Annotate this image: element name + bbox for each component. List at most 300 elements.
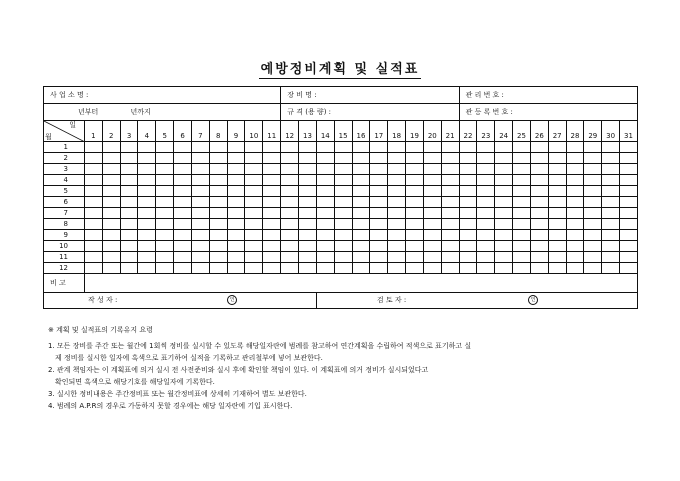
schedule-cell[interactable]: [281, 175, 299, 186]
schedule-cell[interactable]: [548, 197, 566, 208]
schedule-cell[interactable]: [406, 164, 424, 175]
schedule-cell[interactable]: [530, 241, 548, 252]
schedule-cell[interactable]: [263, 230, 281, 241]
schedule-cell[interactable]: [334, 175, 352, 186]
schedule-cell[interactable]: [548, 142, 566, 153]
schedule-cell[interactable]: [388, 164, 406, 175]
schedule-cell[interactable]: [441, 142, 459, 153]
schedule-cell[interactable]: [459, 197, 477, 208]
schedule-cell[interactable]: [156, 208, 174, 219]
schedule-cell[interactable]: [370, 230, 388, 241]
schedule-cell[interactable]: [620, 263, 638, 274]
schedule-cell[interactable]: [459, 241, 477, 252]
schedule-cell[interactable]: [227, 230, 245, 241]
schedule-cell[interactable]: [566, 197, 584, 208]
schedule-cell[interactable]: [602, 153, 620, 164]
schedule-cell[interactable]: [352, 142, 370, 153]
author-field[interactable]: [44, 293, 317, 309]
schedule-cell[interactable]: [316, 153, 334, 164]
schedule-cell[interactable]: [263, 175, 281, 186]
schedule-cell[interactable]: [174, 252, 192, 263]
schedule-cell[interactable]: [174, 153, 192, 164]
schedule-cell[interactable]: [495, 219, 513, 230]
schedule-cell[interactable]: [281, 164, 299, 175]
schedule-cell[interactable]: [191, 252, 209, 263]
schedule-cell[interactable]: [102, 241, 120, 252]
schedule-cell[interactable]: [102, 186, 120, 197]
schedule-cell[interactable]: [299, 142, 317, 153]
schedule-cell[interactable]: [263, 197, 281, 208]
schedule-cell[interactable]: [388, 197, 406, 208]
schedule-cell[interactable]: [548, 186, 566, 197]
schedule-cell[interactable]: [156, 252, 174, 263]
schedule-cell[interactable]: [334, 219, 352, 230]
schedule-cell[interactable]: [263, 219, 281, 230]
schedule-cell[interactable]: [299, 208, 317, 219]
schedule-cell[interactable]: [174, 263, 192, 274]
schedule-cell[interactable]: [423, 142, 441, 153]
schedule-cell[interactable]: [156, 219, 174, 230]
schedule-cell[interactable]: [495, 153, 513, 164]
schedule-cell[interactable]: [102, 252, 120, 263]
schedule-cell[interactable]: [102, 164, 120, 175]
schedule-cell[interactable]: [120, 197, 138, 208]
schedule-cell[interactable]: [513, 219, 531, 230]
schedule-cell[interactable]: [584, 164, 602, 175]
schedule-cell[interactable]: [584, 175, 602, 186]
schedule-cell[interactable]: [174, 208, 192, 219]
schedule-cell[interactable]: [281, 197, 299, 208]
schedule-cell[interactable]: [370, 241, 388, 252]
schedule-cell[interactable]: [370, 142, 388, 153]
schedule-cell[interactable]: [174, 197, 192, 208]
schedule-cell[interactable]: [263, 164, 281, 175]
schedule-cell[interactable]: [602, 208, 620, 219]
schedule-cell[interactable]: [316, 241, 334, 252]
schedule-cell[interactable]: [602, 186, 620, 197]
schedule-cell[interactable]: [263, 142, 281, 153]
schedule-cell[interactable]: [352, 230, 370, 241]
schedule-cell[interactable]: [530, 208, 548, 219]
schedule-cell[interactable]: [477, 241, 495, 252]
schedule-cell[interactable]: [316, 230, 334, 241]
schedule-cell[interactable]: [495, 230, 513, 241]
schedule-cell[interactable]: [513, 142, 531, 153]
schedule-cell[interactable]: [209, 219, 227, 230]
schedule-cell[interactable]: [530, 186, 548, 197]
schedule-cell[interactable]: [584, 153, 602, 164]
schedule-cell[interactable]: [316, 142, 334, 153]
schedule-cell[interactable]: [245, 230, 263, 241]
schedule-cell[interactable]: [85, 142, 103, 153]
schedule-cell[interactable]: [513, 175, 531, 186]
schedule-cell[interactable]: [281, 219, 299, 230]
schedule-cell[interactable]: [370, 175, 388, 186]
schedule-cell[interactable]: [352, 219, 370, 230]
schedule-cell[interactable]: [156, 164, 174, 175]
schedule-cell[interactable]: [530, 252, 548, 263]
schedule-cell[interactable]: [227, 142, 245, 153]
schedule-cell[interactable]: [227, 197, 245, 208]
schedule-cell[interactable]: [477, 263, 495, 274]
schedule-cell[interactable]: [513, 230, 531, 241]
schedule-cell[interactable]: [174, 142, 192, 153]
schedule-cell[interactable]: [156, 142, 174, 153]
schedule-cell[interactable]: [620, 153, 638, 164]
schedule-cell[interactable]: [441, 263, 459, 274]
schedule-cell[interactable]: [209, 186, 227, 197]
schedule-cell[interactable]: [227, 252, 245, 263]
schedule-cell[interactable]: [263, 186, 281, 197]
schedule-cell[interactable]: [477, 230, 495, 241]
schedule-cell[interactable]: [191, 142, 209, 153]
schedule-cell[interactable]: [352, 241, 370, 252]
schedule-cell[interactable]: [245, 208, 263, 219]
schedule-cell[interactable]: [352, 164, 370, 175]
schedule-cell[interactable]: [299, 186, 317, 197]
schedule-cell[interactable]: [281, 252, 299, 263]
schedule-cell[interactable]: [459, 230, 477, 241]
schedule-cell[interactable]: [602, 263, 620, 274]
schedule-cell[interactable]: [423, 219, 441, 230]
schedule-cell[interactable]: [209, 252, 227, 263]
period-field[interactable]: [44, 104, 281, 121]
schedule-cell[interactable]: [620, 175, 638, 186]
schedule-cell[interactable]: [191, 208, 209, 219]
schedule-cell[interactable]: [191, 197, 209, 208]
schedule-cell[interactable]: [388, 153, 406, 164]
schedule-cell[interactable]: [441, 230, 459, 241]
schedule-cell[interactable]: [423, 175, 441, 186]
schedule-cell[interactable]: [156, 241, 174, 252]
schedule-cell[interactable]: [352, 263, 370, 274]
remarks-field[interactable]: [85, 274, 638, 293]
schedule-cell[interactable]: [102, 175, 120, 186]
schedule-cell[interactable]: [584, 208, 602, 219]
schedule-cell[interactable]: [138, 142, 156, 153]
schedule-cell[interactable]: [85, 186, 103, 197]
schedule-cell[interactable]: [477, 219, 495, 230]
schedule-cell[interactable]: [209, 175, 227, 186]
schedule-cell[interactable]: [441, 186, 459, 197]
schedule-cell[interactable]: [245, 241, 263, 252]
schedule-cell[interactable]: [548, 164, 566, 175]
schedule-cell[interactable]: [388, 252, 406, 263]
schedule-cell[interactable]: [584, 186, 602, 197]
schedule-cell[interactable]: [174, 230, 192, 241]
schedule-cell[interactable]: [548, 230, 566, 241]
schedule-cell[interactable]: [620, 186, 638, 197]
schedule-cell[interactable]: [513, 197, 531, 208]
schedule-cell[interactable]: [513, 164, 531, 175]
schedule-cell[interactable]: [388, 186, 406, 197]
schedule-cell[interactable]: [370, 197, 388, 208]
schedule-cell[interactable]: [316, 164, 334, 175]
schedule-cell[interactable]: [566, 252, 584, 263]
schedule-cell[interactable]: [495, 252, 513, 263]
schedule-cell[interactable]: [316, 186, 334, 197]
schedule-cell[interactable]: [602, 252, 620, 263]
schedule-cell[interactable]: [441, 252, 459, 263]
schedule-cell[interactable]: [281, 208, 299, 219]
schedule-cell[interactable]: [156, 153, 174, 164]
schedule-cell[interactable]: [281, 153, 299, 164]
schedule-cell[interactable]: [388, 219, 406, 230]
schedule-cell[interactable]: [138, 241, 156, 252]
schedule-cell[interactable]: [495, 186, 513, 197]
schedule-cell[interactable]: [388, 175, 406, 186]
schedule-cell[interactable]: [102, 230, 120, 241]
schedule-cell[interactable]: [388, 142, 406, 153]
schedule-cell[interactable]: [530, 263, 548, 274]
schedule-cell[interactable]: [316, 175, 334, 186]
schedule-cell[interactable]: [227, 219, 245, 230]
schedule-cell[interactable]: [299, 263, 317, 274]
schedule-cell[interactable]: [156, 230, 174, 241]
schedule-cell[interactable]: [423, 230, 441, 241]
schedule-cell[interactable]: [441, 197, 459, 208]
schedule-cell[interactable]: [620, 208, 638, 219]
schedule-cell[interactable]: [138, 153, 156, 164]
schedule-cell[interactable]: [530, 175, 548, 186]
schedule-cell[interactable]: [441, 241, 459, 252]
schedule-cell[interactable]: [602, 230, 620, 241]
schedule-cell[interactable]: [209, 263, 227, 274]
schedule-cell[interactable]: [316, 219, 334, 230]
schedule-cell[interactable]: [299, 164, 317, 175]
schedule-cell[interactable]: [209, 230, 227, 241]
schedule-cell[interactable]: [138, 219, 156, 230]
schedule-cell[interactable]: [406, 153, 424, 164]
schedule-cell[interactable]: [530, 153, 548, 164]
reviewer-field[interactable]: [316, 293, 637, 309]
schedule-cell[interactable]: [102, 153, 120, 164]
schedule-cell[interactable]: [102, 219, 120, 230]
schedule-cell[interactable]: [191, 186, 209, 197]
schedule-cell[interactable]: [406, 263, 424, 274]
schedule-cell[interactable]: [441, 219, 459, 230]
schedule-cell[interactable]: [566, 241, 584, 252]
schedule-cell[interactable]: [459, 164, 477, 175]
schedule-cell[interactable]: [548, 263, 566, 274]
schedule-cell[interactable]: [85, 175, 103, 186]
schedule-cell[interactable]: [406, 241, 424, 252]
schedule-cell[interactable]: [495, 241, 513, 252]
schedule-cell[interactable]: [102, 263, 120, 274]
schedule-cell[interactable]: [620, 252, 638, 263]
schedule-cell[interactable]: [245, 186, 263, 197]
schedule-cell[interactable]: [209, 142, 227, 153]
schedule-cell[interactable]: [85, 230, 103, 241]
schedule-cell[interactable]: [227, 153, 245, 164]
schedule-cell[interactable]: [138, 186, 156, 197]
schedule-cell[interactable]: [191, 164, 209, 175]
schedule-cell[interactable]: [156, 175, 174, 186]
schedule-cell[interactable]: [459, 153, 477, 164]
schedule-cell[interactable]: [352, 197, 370, 208]
schedule-cell[interactable]: [406, 208, 424, 219]
schedule-cell[interactable]: [120, 164, 138, 175]
schedule-cell[interactable]: [513, 153, 531, 164]
spec-field[interactable]: 규 격 (용 량) :: [281, 104, 459, 121]
schedule-cell[interactable]: [245, 142, 263, 153]
schedule-cell[interactable]: [191, 175, 209, 186]
schedule-cell[interactable]: [566, 219, 584, 230]
schedule-cell[interactable]: [334, 142, 352, 153]
schedule-cell[interactable]: [334, 153, 352, 164]
schedule-cell[interactable]: [120, 208, 138, 219]
schedule-cell[interactable]: [102, 142, 120, 153]
schedule-cell[interactable]: [299, 230, 317, 241]
schedule-cell[interactable]: [477, 175, 495, 186]
schedule-cell[interactable]: [209, 241, 227, 252]
schedule-cell[interactable]: [299, 219, 317, 230]
schedule-cell[interactable]: [352, 186, 370, 197]
equipment-name-field[interactable]: 장 비 명 :: [281, 87, 459, 104]
schedule-cell[interactable]: [370, 252, 388, 263]
schedule-cell[interactable]: [352, 153, 370, 164]
schedule-cell[interactable]: [316, 197, 334, 208]
schedule-cell[interactable]: [602, 219, 620, 230]
schedule-cell[interactable]: [423, 153, 441, 164]
schedule-cell[interactable]: [530, 230, 548, 241]
schedule-cell[interactable]: [370, 208, 388, 219]
schedule-cell[interactable]: [174, 175, 192, 186]
schedule-cell[interactable]: [620, 197, 638, 208]
management-no-field[interactable]: 관 리 번 호 :: [459, 87, 637, 104]
schedule-cell[interactable]: [138, 197, 156, 208]
schedule-cell[interactable]: [530, 164, 548, 175]
schedule-cell[interactable]: [459, 252, 477, 263]
schedule-cell[interactable]: [548, 208, 566, 219]
schedule-cell[interactable]: [495, 175, 513, 186]
business-name-field[interactable]: 사 업 소 명 :: [44, 87, 281, 104]
schedule-cell[interactable]: [566, 263, 584, 274]
schedule-cell[interactable]: [120, 219, 138, 230]
schedule-cell[interactable]: [334, 263, 352, 274]
schedule-cell[interactable]: [441, 164, 459, 175]
schedule-cell[interactable]: [209, 153, 227, 164]
schedule-cell[interactable]: [334, 230, 352, 241]
schedule-cell[interactable]: [120, 230, 138, 241]
schedule-cell[interactable]: [423, 197, 441, 208]
schedule-cell[interactable]: [245, 219, 263, 230]
schedule-cell[interactable]: [620, 219, 638, 230]
schedule-cell[interactable]: [156, 186, 174, 197]
schedule-cell[interactable]: [191, 263, 209, 274]
schedule-cell[interactable]: [299, 175, 317, 186]
schedule-cell[interactable]: [530, 142, 548, 153]
schedule-cell[interactable]: [245, 252, 263, 263]
schedule-cell[interactable]: [620, 230, 638, 241]
schedule-cell[interactable]: [370, 219, 388, 230]
schedule-cell[interactable]: [602, 175, 620, 186]
schedule-cell[interactable]: [227, 164, 245, 175]
schedule-cell[interactable]: [120, 241, 138, 252]
schedule-cell[interactable]: [406, 219, 424, 230]
schedule-cell[interactable]: [85, 241, 103, 252]
schedule-cell[interactable]: [548, 153, 566, 164]
schedule-cell[interactable]: [299, 197, 317, 208]
schedule-cell[interactable]: [299, 241, 317, 252]
schedule-cell[interactable]: [388, 263, 406, 274]
schedule-cell[interactable]: [191, 153, 209, 164]
schedule-cell[interactable]: [441, 208, 459, 219]
schedule-cell[interactable]: [602, 164, 620, 175]
schedule-cell[interactable]: [477, 164, 495, 175]
schedule-cell[interactable]: [316, 252, 334, 263]
schedule-cell[interactable]: [584, 142, 602, 153]
schedule-cell[interactable]: [102, 197, 120, 208]
schedule-cell[interactable]: [620, 142, 638, 153]
schedule-cell[interactable]: [406, 186, 424, 197]
schedule-cell[interactable]: [370, 186, 388, 197]
schedule-cell[interactable]: [334, 186, 352, 197]
schedule-cell[interactable]: [370, 153, 388, 164]
schedule-cell[interactable]: [584, 230, 602, 241]
schedule-cell[interactable]: [209, 164, 227, 175]
schedule-cell[interactable]: [334, 164, 352, 175]
schedule-cell[interactable]: [459, 208, 477, 219]
schedule-cell[interactable]: [548, 175, 566, 186]
schedule-cell[interactable]: [566, 230, 584, 241]
schedule-cell[interactable]: [423, 241, 441, 252]
schedule-cell[interactable]: [477, 252, 495, 263]
schedule-cell[interactable]: [334, 241, 352, 252]
schedule-cell[interactable]: [245, 164, 263, 175]
schedule-cell[interactable]: [263, 252, 281, 263]
schedule-cell[interactable]: [281, 230, 299, 241]
schedule-cell[interactable]: [459, 219, 477, 230]
schedule-cell[interactable]: [477, 197, 495, 208]
schedule-cell[interactable]: [566, 175, 584, 186]
schedule-cell[interactable]: [530, 197, 548, 208]
schedule-cell[interactable]: [513, 241, 531, 252]
schedule-cell[interactable]: [138, 208, 156, 219]
schedule-cell[interactable]: [441, 153, 459, 164]
schedule-cell[interactable]: [85, 197, 103, 208]
schedule-cell[interactable]: [477, 208, 495, 219]
schedule-cell[interactable]: [281, 142, 299, 153]
schedule-cell[interactable]: [584, 252, 602, 263]
schedule-cell[interactable]: [566, 208, 584, 219]
schedule-cell[interactable]: [423, 186, 441, 197]
schedule-cell[interactable]: [495, 197, 513, 208]
schedule-cell[interactable]: [120, 142, 138, 153]
schedule-cell[interactable]: [584, 197, 602, 208]
schedule-cell[interactable]: [530, 219, 548, 230]
schedule-cell[interactable]: [423, 252, 441, 263]
schedule-cell[interactable]: [281, 263, 299, 274]
schedule-cell[interactable]: [85, 263, 103, 274]
schedule-cell[interactable]: [352, 252, 370, 263]
schedule-cell[interactable]: [370, 164, 388, 175]
schedule-cell[interactable]: [477, 186, 495, 197]
schedule-cell[interactable]: [513, 252, 531, 263]
schedule-cell[interactable]: [316, 263, 334, 274]
schedule-cell[interactable]: [263, 208, 281, 219]
schedule-cell[interactable]: [423, 263, 441, 274]
schedule-cell[interactable]: [263, 241, 281, 252]
schedule-cell[interactable]: [406, 142, 424, 153]
schedule-cell[interactable]: [620, 241, 638, 252]
schedule-cell[interactable]: [245, 175, 263, 186]
schedule-cell[interactable]: [102, 208, 120, 219]
schedule-cell[interactable]: [459, 175, 477, 186]
schedule-cell[interactable]: [513, 208, 531, 219]
schedule-cell[interactable]: [191, 241, 209, 252]
schedule-cell[interactable]: [388, 208, 406, 219]
